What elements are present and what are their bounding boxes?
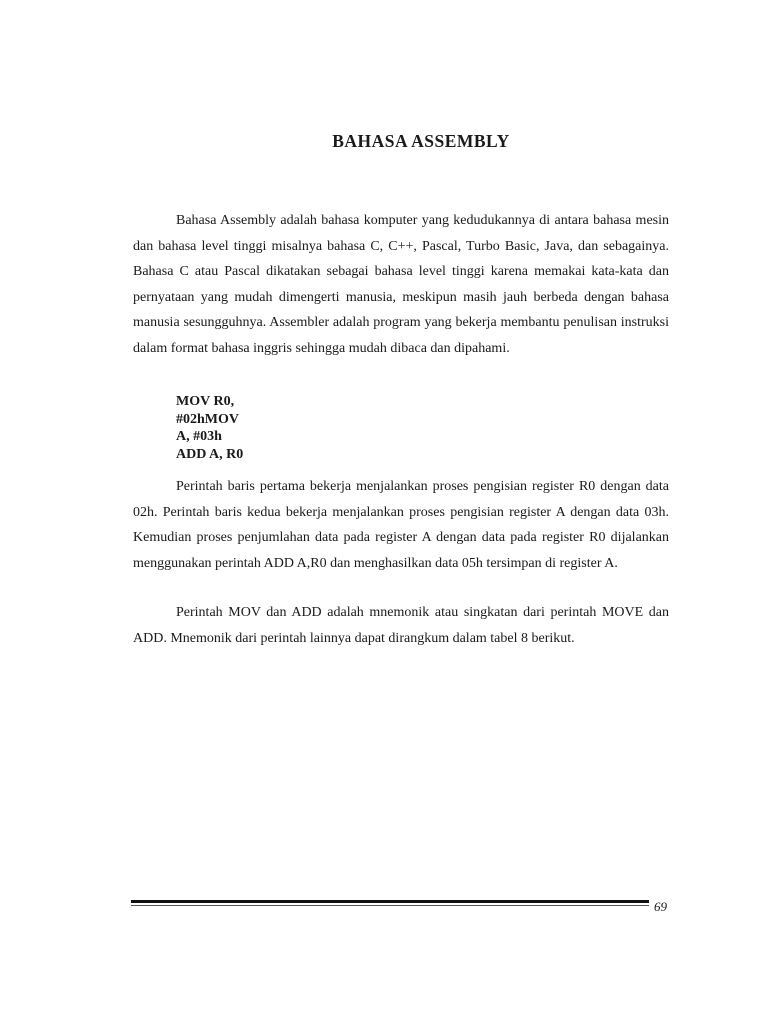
page-title: BAHASA ASSEMBLY [332, 131, 510, 151]
paragraph-mnemonic: Perintah MOV dan ADD adalah mnemonik atau singkatan dari perintah MOVE dan ADD. Mnemonik dari perintah lainnya dapat dirangkum dalam tabel 8 berikut. [133, 605, 669, 646]
paragraph-explanation: Perintah baris pertama bekerja menjalankan proses pengisian register R0 dengan data 02h. Perintah baris kedua bekerja menjalankan proses pengisian register A dengan data 03h. Kemudian proses penjumlahan data pada register A dengan data pada register R0 dijalankan menggunakan perintah ADD A,R0 dan menghasilkan data 05h tersimpan di register A. [133, 479, 669, 571]
paragraph-intro: Bahasa Assembly adalah bahasa komputer yang kedudukannya di antara bahasa mesin dan bahasa level tinggi misalnya bahasa C, C++, Pascal, Turbo Basic, Java, dan sebagainya. Bahasa C atau Pascal dikatakan sebagai bahasa level tinggi karena memakai kata-kata dan pernyataan yang mudah dimengerti manusia, meskipun masih jauh berbeda dengan bahasa manusia sesungguhnya. Assembler adalah program yang bekerja membantu penulisan instruksi dalam format bahasa inggris sehingga mudah dibaca dan dipahami. [133, 213, 669, 356]
code-line: ADD A, R0 [176, 446, 244, 462]
footer-rule [131, 900, 649, 903]
code-line: #02hMOV [176, 411, 239, 427]
code-line: A, #03h [176, 429, 222, 444]
footer-rule-thin [131, 905, 649, 906]
page-number: 69 [654, 899, 667, 914]
code-line: MOV R0, [176, 394, 235, 409]
code-block [176, 393, 243, 463]
